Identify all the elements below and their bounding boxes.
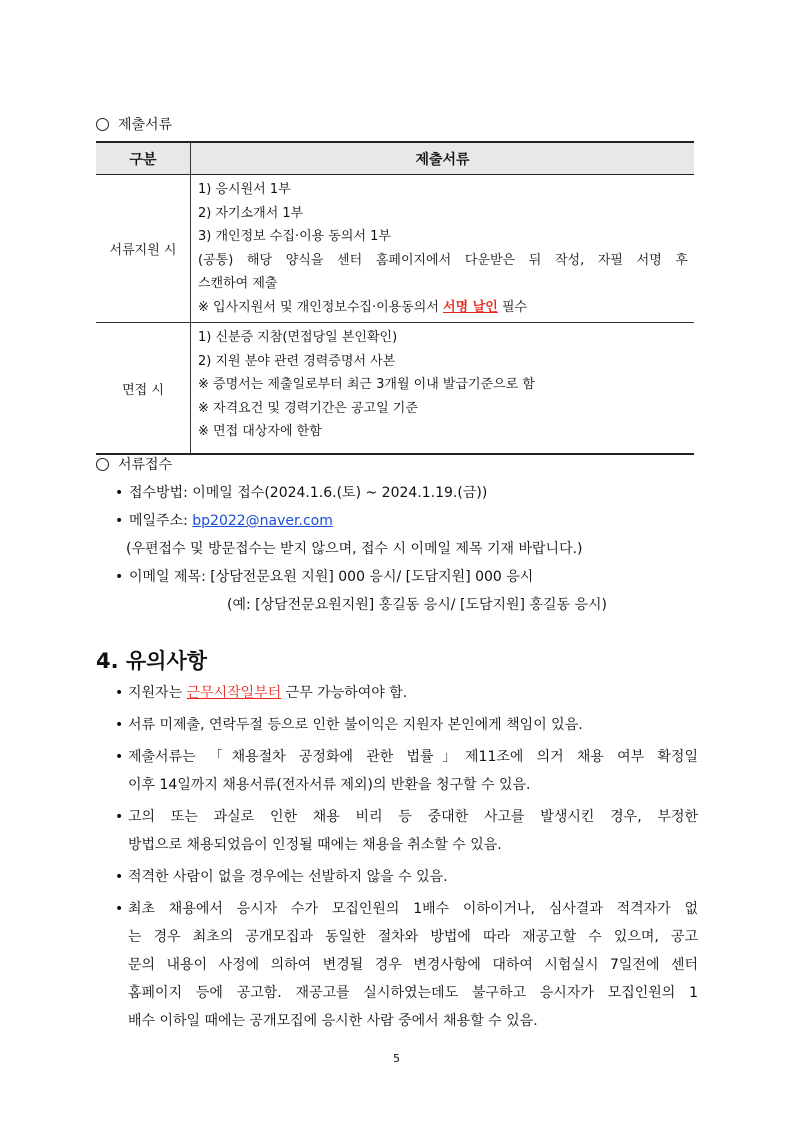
doc-line: 1) 응시원서 1부: [198, 182, 291, 197]
table-row: [96, 175, 694, 323]
row-label: 면접 시: [96, 323, 191, 455]
note-line: 홈페이지 등에 공고함. 재공고를 실시하였는데도 불구하고 응시자가 모집인원의 1: [128, 985, 698, 1001]
header-documents: 제출서류: [191, 142, 695, 175]
note-line: 배수 이하일 때에는 공개모집에 응시한 사람 중에서 채용할 수 있음.: [128, 1013, 538, 1029]
row-content: [191, 323, 695, 455]
note-line: • 최초 채용에서 응시자 수가 모집인원의 1배수 이하이거나, 심사결과 적격자가 없: [128, 901, 698, 917]
list-item: • 서류 미제출, 연락두절 등으로 인한 불이익은 지원자 본인에게 책임이 있음.: [115, 711, 698, 739]
header-category: 구분: [96, 142, 191, 175]
start-date-emphasis: 근무시작일부터: [186, 685, 282, 701]
circle-bullet-icon: [96, 118, 109, 131]
note-line: 문의 내용이 사정에 의하여 변경될 경우 변경사항에 대하여 시험실시 7일전에 센터: [128, 957, 698, 973]
page-number: 5: [393, 1052, 400, 1065]
note-line: 이후 14일까지 채용서류(전자서류 제외)의 반환을 청구할 수 있음.: [128, 777, 531, 793]
row-content: [191, 175, 695, 323]
receipt-heading: [96, 454, 172, 474]
list-item: [115, 743, 698, 799]
list-item: [115, 895, 698, 1035]
note-text: 지원자는: [128, 685, 187, 701]
note-pre: ※ 입사지원서 및 개인정보수집·이용동의서: [198, 299, 444, 315]
table-header-row: [96, 142, 694, 175]
doc-line: ※ 자격요건 및 경력기간은 공고일 기준: [198, 400, 418, 416]
row-label: 서류지원 시: [96, 175, 191, 323]
submit-docs-heading: [96, 114, 172, 134]
note-post: 필수: [497, 299, 528, 315]
submit-docs-heading-text: 제출서류: [118, 117, 173, 133]
notes-list: [115, 679, 698, 1039]
email-link[interactable]: bp2022@naver.com: [192, 513, 333, 529]
list-item: [115, 803, 698, 859]
note-line: • 고의 또는 과실로 인한 채용 비리 등 중대한 사고를 발생시킨 경우, 부정한: [128, 809, 698, 825]
note-line: 방법으로 채용되었음이 인정될 때에는 채용을 취소할 수 있음.: [128, 837, 502, 853]
receipt-method: • 접수방법: 이메일 접수(2024.1.6.(토) ~ 2024.1.19.(금)): [115, 479, 607, 507]
email-label: 메일주소:: [129, 513, 193, 529]
doc-line: 스캔하여 제출: [198, 276, 278, 291]
doc-note: [198, 296, 694, 320]
list-item: [115, 679, 698, 707]
doc-line: 2) 자기소개서 1부: [198, 205, 304, 221]
table-row: [96, 323, 694, 455]
receipt-heading-text: 서류접수: [118, 457, 173, 473]
note-line: • 제출서류는 「채용절차 공정화에 관한 법률」제11조에 의거 채용 여부 확정일: [128, 749, 698, 765]
signature-emphasis: 서명 날인: [443, 299, 498, 315]
notes-title: 4. 유의사항: [96, 649, 208, 673]
list-item: • 적격한 사람이 없을 경우에는 선발하지 않을 수 있음.: [115, 863, 698, 891]
email-note: (우편접수 및 방문접수는 받지 않으며, 접수 시 이메일 제목 기재 바랍니다.): [126, 541, 583, 557]
doc-line: 2) 지원 분야 관련 경력증명서 사본: [198, 353, 396, 369]
doc-line: ※ 증명서는 제출일로부터 최근 3개월 이내 발급기준으로 함: [198, 377, 535, 392]
circle-bullet-icon: [96, 458, 109, 471]
doc-line: (공통) 해당 양식을 센터 홈페이지에서 다운받은 뒤 작성, 자필 서명 후: [198, 252, 688, 268]
doc-line: 1) 신분증 지참(면접당일 본인확인): [198, 330, 398, 345]
receipt-example: (예: [상담전문요원지원] 홍길동 응시/ [도담지원] 홍길동 응시): [227, 597, 607, 613]
note-text: 근무 가능하여야 함.: [281, 685, 408, 701]
receipt-email: [115, 507, 607, 535]
note-line: 는 경우 최초의 공개모집과 동일한 절차와 방법에 따라 재공고할 수 있으며, 공고: [128, 929, 698, 945]
submit-docs-table: [96, 141, 694, 455]
receipt-subject: • 이메일 제목: [상담전문요원 지원] 000 응시/ [도담지원] 000 응시: [115, 563, 607, 591]
receipt-list: [115, 479, 607, 619]
doc-line: 3) 개인정보 수집·이용 동의서 1부: [198, 229, 391, 244]
doc-line: ※ 면접 대상자에 한함: [198, 424, 322, 439]
